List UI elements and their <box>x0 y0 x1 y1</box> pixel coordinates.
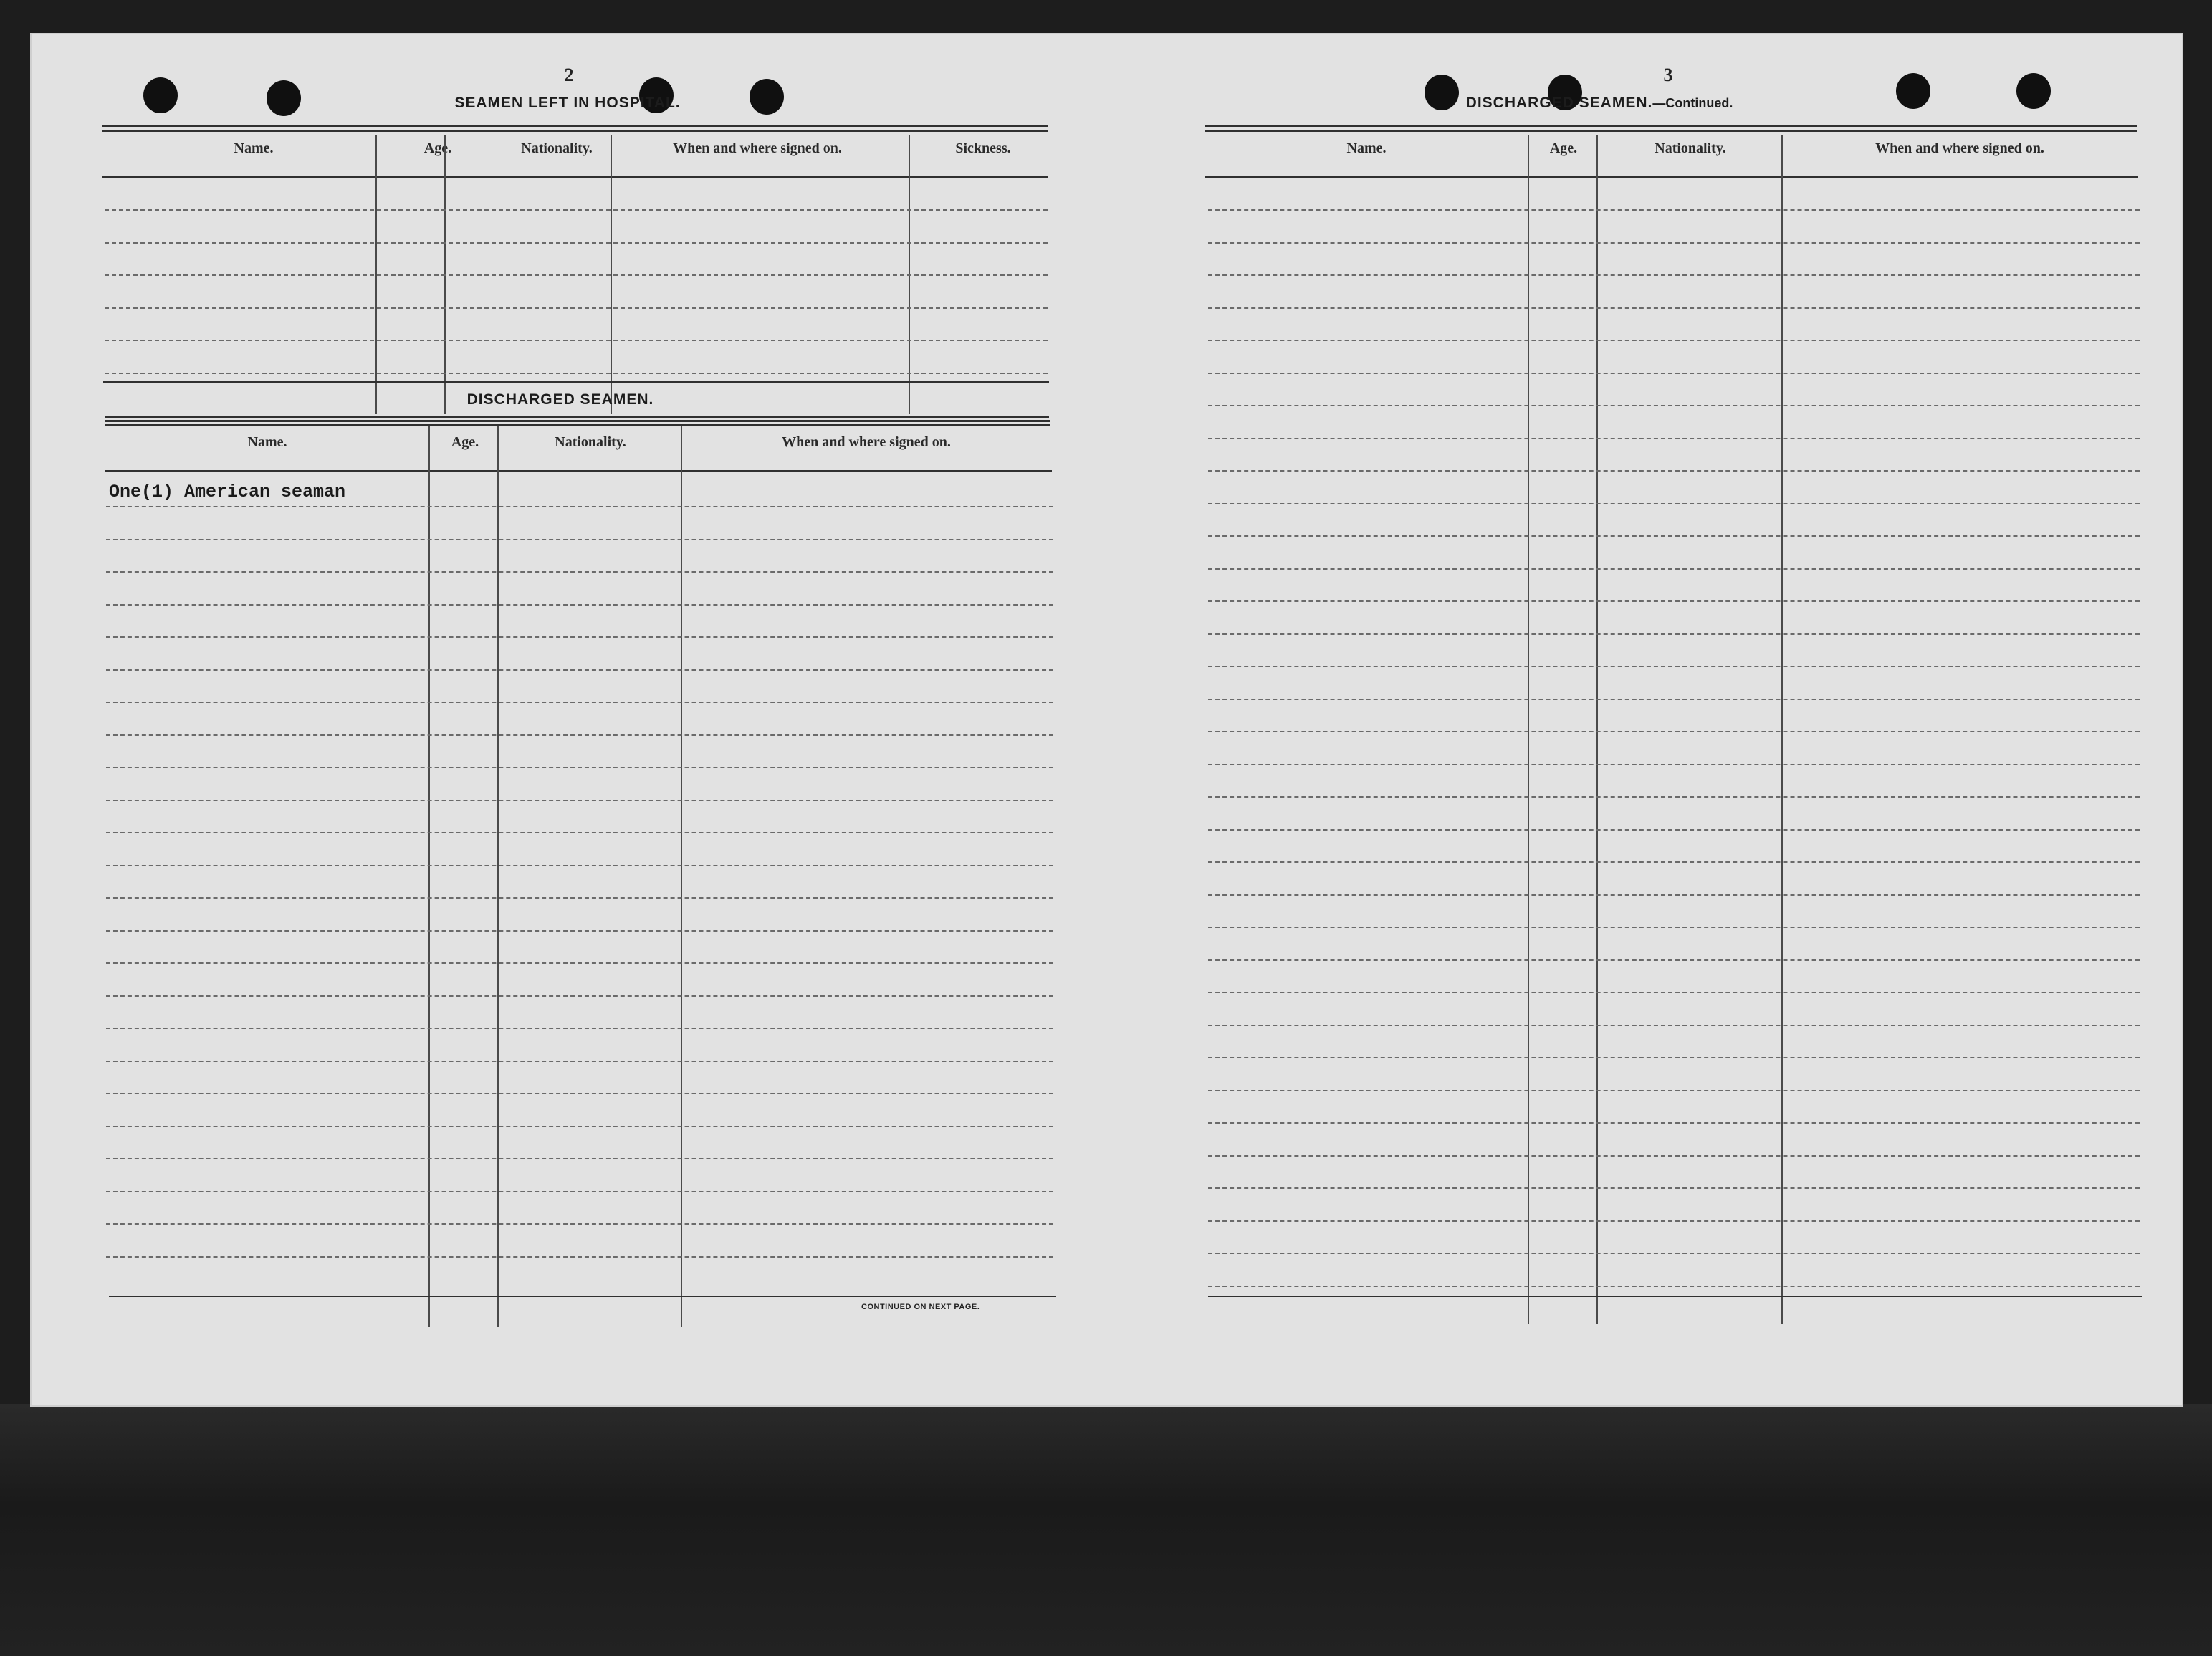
discharged-section-title: DISCHARGED SEAMEN. <box>466 391 654 408</box>
ruled-line <box>106 767 1053 768</box>
ruled-line <box>106 702 1053 703</box>
ruled-line <box>1208 1253 2140 1254</box>
column-header-name: Name. <box>1346 140 1387 156</box>
ruled-line <box>106 1191 1053 1192</box>
column-header-signed-on: When and where signed on. <box>1875 140 2044 156</box>
section-rule <box>105 424 1050 426</box>
ruled-line <box>105 373 1048 374</box>
column-divider <box>1596 135 1598 1324</box>
ruled-line <box>1208 927 2140 928</box>
ruled-line <box>1208 861 2140 863</box>
ruled-line <box>1208 405 2140 406</box>
column-header-name: Name. <box>247 434 287 450</box>
section-title-text: DISCHARGED SEAMEN. <box>1465 95 1653 111</box>
ruled-line <box>105 274 1048 276</box>
ruled-line <box>106 800 1053 801</box>
ruled-line <box>1208 209 2140 211</box>
ruled-line <box>106 930 1053 932</box>
page-number: 3 <box>1663 64 1673 85</box>
right-page <box>1134 33 2183 1407</box>
ruled-line <box>1208 1057 2140 1058</box>
ruled-line <box>1208 307 2140 309</box>
ruled-line <box>106 734 1053 736</box>
ruled-line <box>1208 1090 2140 1091</box>
discharged-continued-title <box>1427 95 1771 112</box>
form-sheet <box>30 33 2183 1407</box>
ruled-line <box>105 307 1048 309</box>
typed-entry: One(1) American seaman <box>109 482 346 502</box>
column-header-age: Age. <box>451 434 479 450</box>
ruled-line <box>106 995 1053 997</box>
ruled-line <box>106 1158 1053 1159</box>
section-rule <box>105 420 1050 422</box>
ruled-line <box>1208 633 2140 635</box>
ruled-line <box>1208 438 2140 439</box>
column-header-name: Name. <box>234 140 274 156</box>
ruled-line <box>106 571 1053 573</box>
column-header-nationality: Nationality. <box>1655 140 1726 156</box>
section-title-suffix: —Continued. <box>1652 96 1733 110</box>
ruled-line <box>106 832 1053 833</box>
ruled-line <box>1208 894 2140 896</box>
column-header-nationality: Nationality. <box>521 140 593 156</box>
ruled-line <box>1208 568 2140 570</box>
ruled-line <box>105 340 1048 341</box>
ruled-line <box>106 1028 1053 1029</box>
ruled-line <box>106 604 1053 606</box>
column-header-nationality: Nationality. <box>555 434 626 450</box>
ruled-line <box>106 1093 1053 1094</box>
ruled-line <box>105 209 1048 211</box>
ruled-line <box>1208 373 2140 374</box>
continued-note: CONTINUED ON NEXT PAGE. <box>861 1303 980 1311</box>
column-header-age: Age. <box>1549 140 1578 156</box>
ruled-line <box>105 242 1048 244</box>
ruled-line <box>106 1256 1053 1258</box>
column-divider <box>1528 135 1529 1324</box>
ruled-line <box>106 669 1053 671</box>
ruled-line <box>1208 1155 2140 1157</box>
ruled-line <box>1208 1187 2140 1189</box>
hospital-section-title: SEAMEN LEFT IN HOSPITAL. <box>454 95 681 111</box>
scan-backdrop <box>0 1404 2212 1656</box>
ruled-line <box>106 506 1053 507</box>
ruled-line <box>1208 699 2140 700</box>
ruled-line <box>1208 1025 2140 1026</box>
left-page <box>30 33 1098 1407</box>
ruled-line <box>106 1061 1053 1062</box>
header-rule <box>1205 130 2137 132</box>
ruled-line <box>106 539 1053 540</box>
ruled-line <box>1208 1286 2140 1287</box>
ruled-line <box>1208 992 2140 993</box>
table-head-rule <box>102 176 1048 178</box>
column-header-signed-on: When and where signed on. <box>782 434 951 450</box>
table-head-rule <box>1205 176 2138 178</box>
ruled-line <box>1208 470 2140 472</box>
ruled-line <box>1208 274 2140 276</box>
ruled-line <box>1208 764 2140 765</box>
header-rule <box>102 130 1048 132</box>
column-header-age: Age. <box>423 140 452 156</box>
section-rule <box>105 416 1049 418</box>
header-rule <box>102 125 1048 127</box>
column-header-sickness: Sickness. <box>955 140 1011 156</box>
ruled-line <box>1208 796 2140 798</box>
page-number: 2 <box>564 64 574 85</box>
ruled-line <box>106 636 1053 638</box>
ruled-line <box>106 865 1053 866</box>
section-rule <box>103 381 1049 383</box>
ruled-line <box>1208 340 2140 341</box>
bottom-rule <box>1208 1296 2142 1297</box>
column-divider <box>1781 135 1783 1324</box>
ruled-line <box>1208 242 2140 244</box>
ruled-line <box>106 962 1053 964</box>
ruled-line <box>106 1223 1053 1225</box>
ruled-line <box>1208 503 2140 504</box>
ruled-line <box>1208 535 2140 537</box>
ruled-line <box>106 897 1053 899</box>
column-header-signed-on: When and where signed on. <box>673 140 842 156</box>
ruled-line <box>1208 1122 2140 1124</box>
ruled-line <box>1208 600 2140 602</box>
ruled-line <box>1208 959 2140 961</box>
ruled-line <box>1208 829 2140 831</box>
header-rule <box>1205 125 2137 127</box>
ruled-line <box>1208 731 2140 732</box>
table-head-rule <box>105 470 1052 472</box>
ruled-line <box>1208 1220 2140 1222</box>
ruled-line <box>1208 666 2140 667</box>
ruled-line <box>106 1126 1053 1127</box>
bottom-rule <box>109 1296 1056 1297</box>
